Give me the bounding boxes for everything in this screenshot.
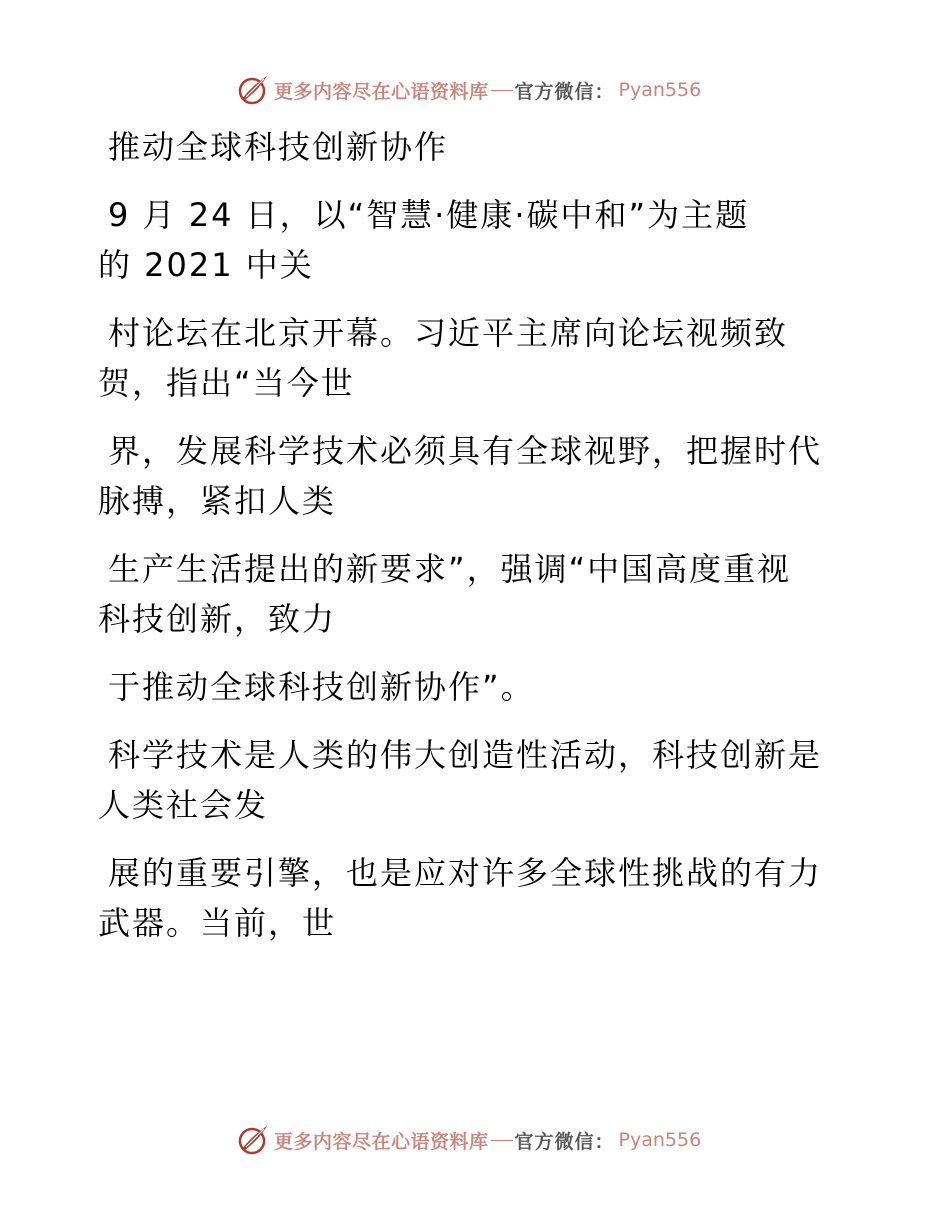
paragraph-line: 的 2021 中关 [98, 246, 314, 284]
paragraph-line: 科学技术是人类的伟大创造性活动，科技创新是 [108, 736, 823, 774]
banner-official-text: 官方微信： [514, 80, 615, 103]
paragraph-line: 武器。当前，世 [98, 904, 337, 942]
banner-brand-text: 更多内容尽在心语资料库 [274, 80, 489, 103]
paragraph-line: 于推动全球科技创新协作”。 [108, 668, 535, 706]
banner-dash [491, 90, 513, 91]
paragraph-line: 村论坛在北京开幕。习近平主席向论坛视频致 [108, 314, 789, 352]
document-body [98, 122, 838, 948]
banner-official-text: 官方微信： [514, 1130, 615, 1153]
banner-dash [491, 1140, 513, 1141]
paragraph-line: 贺，指出“当今世 [98, 364, 355, 402]
paragraph-line: 人类社会发 [98, 786, 269, 824]
banner-brand-text: 更多内容尽在心语资料库 [274, 1130, 489, 1153]
paragraph-line: 脉搏，紧扣人类 [98, 482, 337, 520]
footer-banner [236, 1122, 701, 1158]
paragraph-line: 界，发展科学技术必须具有全球视野，把握时代 [108, 432, 823, 470]
banner-wechat-id: Pyan556 [618, 79, 702, 101]
document-title: 推动全球科技创新协作 [108, 128, 449, 166]
banner-wechat-id: Pyan556 [618, 1129, 702, 1151]
quill-logo-icon [236, 1123, 270, 1157]
paragraph-line: 9 月 24 日，以“智慧·健康·碳中和”为主题 [108, 196, 750, 234]
quill-logo-icon [236, 73, 270, 107]
paragraph-line: 科技创新，致力 [98, 600, 337, 638]
paragraph-line: 展的重要引擎，也是应对许多全球性挑战的有力 [108, 854, 823, 892]
header-banner [236, 72, 701, 108]
paragraph-line: 生产生活提出的新要求”，强调“中国高度重视 [108, 550, 792, 588]
